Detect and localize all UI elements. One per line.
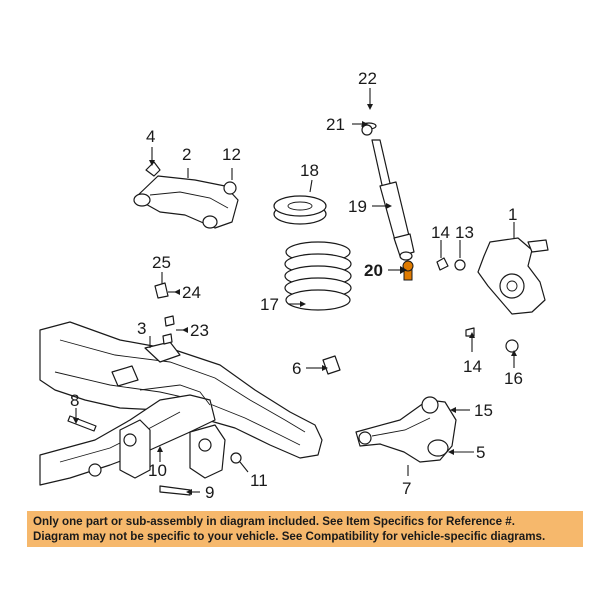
callout-label-8: 8 [70,391,80,410]
callout-label-1: 1 [508,205,518,224]
disclaimer-banner [27,511,583,547]
callout-label-23: 23 [190,321,209,340]
callout-label-11: 11 [250,471,268,490]
callout-label-22: 22 [358,69,377,88]
upper-control-arm [134,162,238,228]
coil-spring [285,242,351,310]
shock-absorber [362,123,414,260]
callout-label-18: 18 [300,161,319,180]
callout-label-2: 2 [182,145,192,164]
callout-label-16: 16 [504,369,523,388]
callout-label-13: 13 [455,223,474,242]
callout-label-17: 17 [260,295,279,314]
callout-label-9: 9 [205,483,215,502]
callout-label-7: 7 [402,479,412,498]
callout-label-5: 5 [476,443,486,462]
disclaimer-line-2: Diagram may not be specific to your vehicle. See Compatibility for vehicle-specific diagrams. [33,530,546,543]
callout-label-25: 25 [152,253,171,272]
frame-crossmember [40,322,322,485]
callout-label-21: 21 [326,115,345,134]
callout-label-10: 10 [148,461,167,480]
callout-label-3: 3 [137,319,147,338]
callout-label-4: 4 [146,127,156,146]
callout-label-15: 15 [474,401,493,420]
disclaimer-line-1: Only one part or sub-assembly in diagram included. See Item Specifics for Reference #. [33,515,515,528]
lower-control-arm [356,397,456,462]
callout-label-14a: 14 [431,223,450,242]
callout-label-20: 20 [364,261,383,280]
steering-knuckle [478,238,548,314]
spring-seat [274,196,326,224]
callout-label-19: 19 [348,197,367,216]
callout-label-6: 6 [292,359,302,378]
callout-label-14b: 14 [463,357,482,376]
callout-label-24: 24 [182,283,201,302]
callout-label-12: 12 [222,145,241,164]
